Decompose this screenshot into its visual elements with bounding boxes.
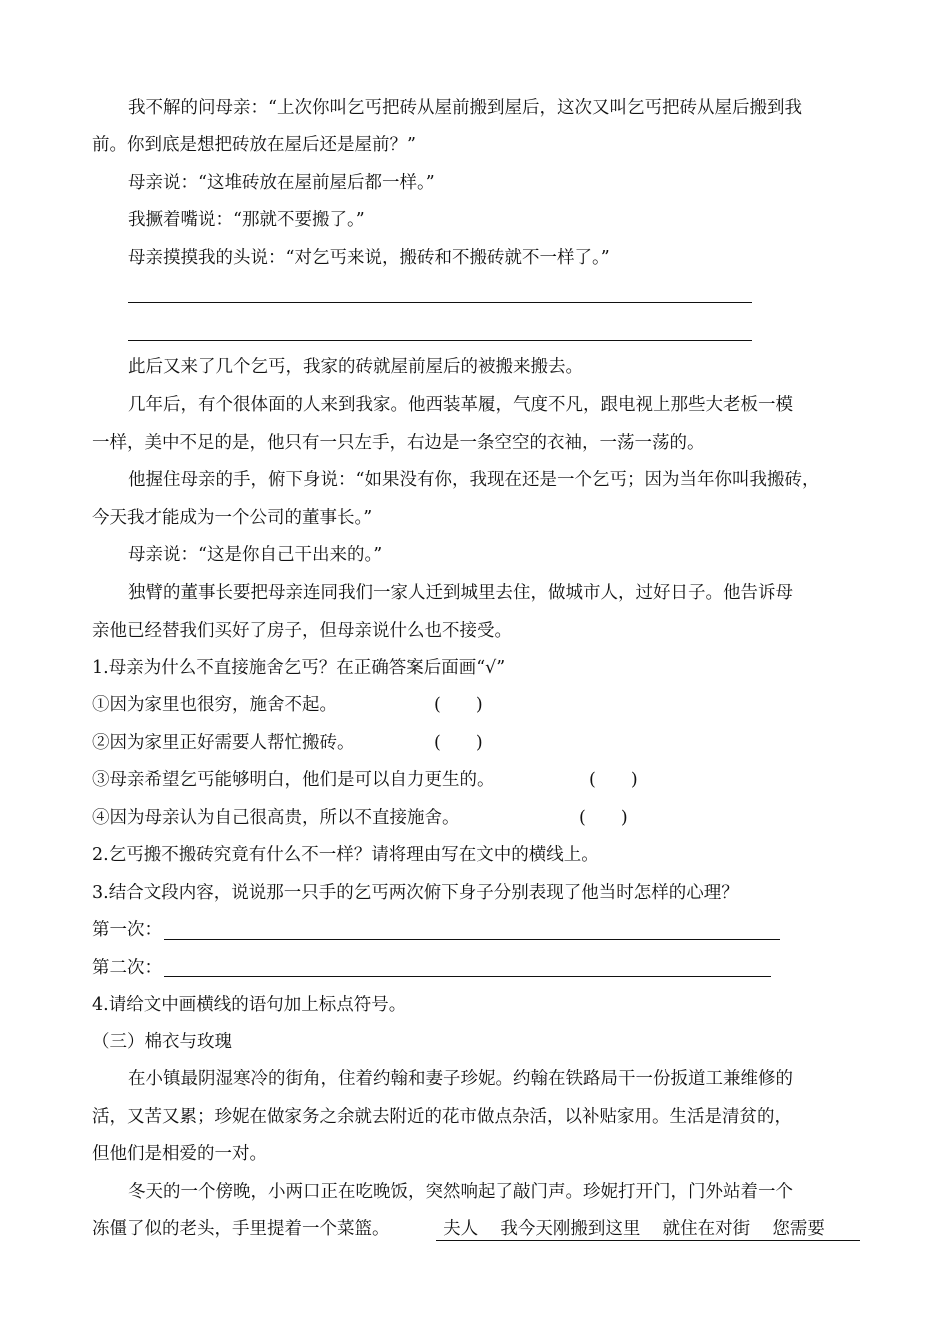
paragraph-continued: 但他们是相爱的一对。 (92, 1144, 267, 1164)
answer-blank-line[interactable] (128, 302, 752, 303)
first-answer-label: 第一次： (92, 920, 162, 940)
answer-bracket-3[interactable]: ( ) (589, 770, 638, 790)
underline (436, 1240, 860, 1241)
paragraph: 母亲说：“这堆砖放在屋前屋后都一样。” (128, 173, 435, 193)
paragraph: 我不解的问母亲：“上次你叫乞丐把砖从屋前搬到屋后，这次又叫乞丐把砖从屋后搬到我 (128, 98, 802, 118)
paragraph-continued: 一样，美中不足的是，他只有一只左手，右边是一条空空的衣袖，一荡一荡的。 (92, 433, 705, 453)
paragraph-continued: 前。你到底是想把砖放在屋后还是屋前？” (92, 135, 416, 155)
paragraph: 母亲摸摸我的头说：“对乞丐来说，搬砖和不搬砖就不一样了。” (128, 248, 610, 268)
paragraph: 独臂的董事长要把母亲连同我们一家人迁到城里去住，做城市人，过好日子。他告诉母 (128, 583, 793, 603)
option-4: ④因为母亲认为自己很高贵，所以不直接施舍。 (92, 808, 460, 828)
paragraph: 母亲说：“这是你自己干出来的。” (128, 545, 383, 565)
first-answer-line[interactable] (164, 939, 780, 940)
paragraph-continued: 亲他已经替我们买好了房子，但母亲说什么也不接受。 (92, 621, 512, 641)
option-2: ②因为家里正好需要人帮忙搬砖。 (92, 733, 355, 753)
paragraph-continued: 今天我才能成为一个公司的董事长。” (92, 508, 373, 528)
paragraph: 在小镇最阴湿寒冷的街角，住着约翰和妻子珍妮。约翰在铁路局干一份扳道工兼维修的 (128, 1069, 793, 1089)
underlined-sentence: 夫人 我今天刚搬到这里 就住在对街 您需要 (432, 1219, 825, 1239)
answer-bracket-4[interactable]: ( ) (579, 808, 628, 828)
paragraph: 他握住母亲的手，俯下身说：“如果没有你，我现在还是一个乞丐；因为当年你叫我搬砖， (128, 470, 820, 490)
question-3: 3.结合文段内容，说说那一只手的乞丐两次俯下身子分别表现了他当时怎样的心理？ (92, 883, 739, 903)
question-4: 4.请给文中画横线的语句加上标点符号。 (92, 995, 407, 1015)
option-1: ①因为家里也很穷，施舍不起。 (92, 695, 337, 715)
paragraph-continued: 活，又苦又累；珍妮在做家务之余就去附近的花市做点杂活，以补贴家用。生活是清贫的， (92, 1107, 792, 1127)
paragraph: 几年后，有个很体面的人来到我家。他西装革履，气度不凡，跟电视上那些大老板一模 (128, 395, 793, 415)
paragraph-continued: 冻僵了似的老头，手里提着一个菜篮。 (92, 1219, 390, 1239)
question-2: 2.乞丐搬不搬砖究竟有什么不一样？请将理由写在文中的横线上。 (92, 845, 599, 865)
paragraph: 我撅着嘴说：“那就不要搬了。” (128, 210, 365, 230)
second-answer-label: 第二次： (92, 958, 162, 978)
answer-bracket-2[interactable]: ( ) (434, 733, 483, 753)
question-1: 1.母亲为什么不直接施舍乞丐？在正确答案后面画“√” (92, 658, 506, 678)
answer-blank-line[interactable] (128, 340, 752, 341)
answer-bracket-1[interactable]: ( ) (434, 695, 483, 715)
paragraph: 此后又来了几个乞丐，我家的砖就屋前屋后的被搬来搬去。 (128, 357, 583, 377)
option-3: ③母亲希望乞丐能够明白，他们是可以自力更生的。 (92, 770, 495, 790)
second-answer-line[interactable] (164, 976, 771, 977)
paragraph: 冬天的一个傍晚，小两口正在吃晚饭，突然响起了敲门声。珍妮打开门，门外站着一个 (128, 1182, 793, 1202)
section-heading: （三）棉衣与玫瑰 (92, 1032, 232, 1052)
